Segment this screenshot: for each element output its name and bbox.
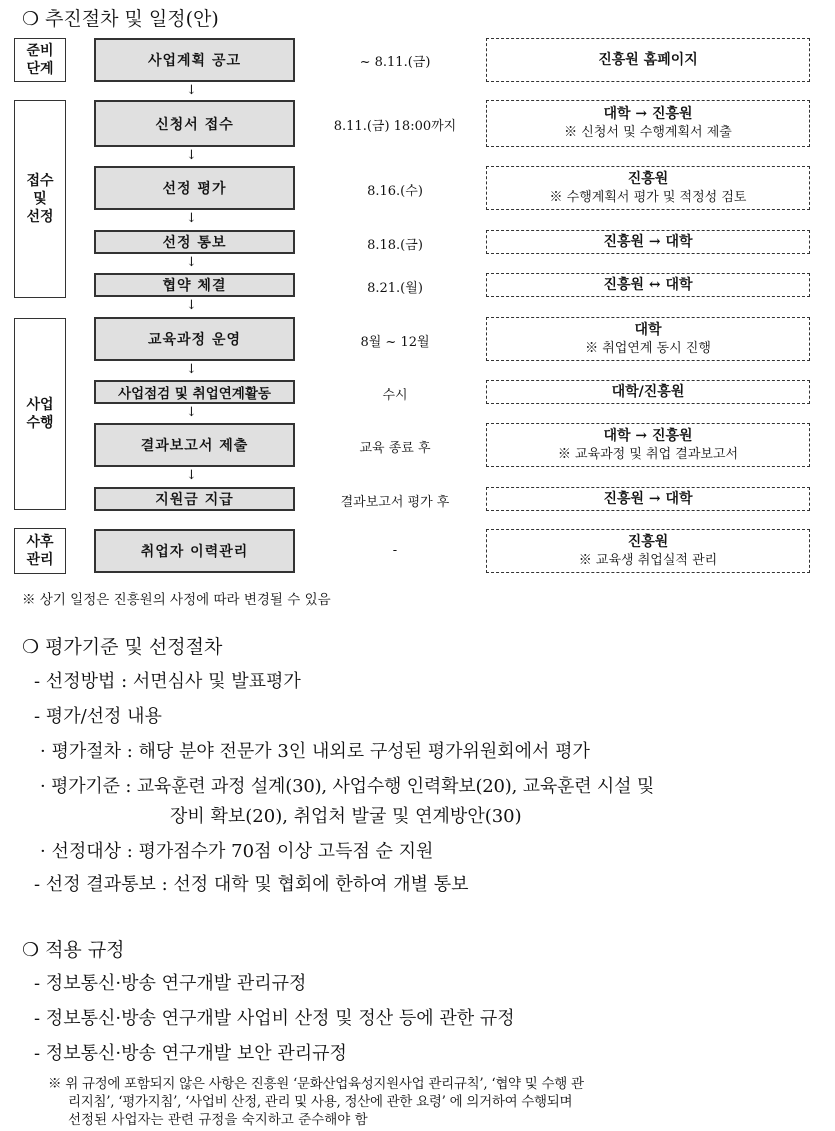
criteria-line-3: · 평가절차 : 해당 분야 전문가 3인 내외로 구성된 평가위원회에서 평가: [40, 741, 590, 762]
flow-arrow-down-icon: ↓: [186, 468, 197, 483]
stage-prepare: 준비 단계: [14, 38, 66, 82]
stage-aftercare: 사후 관리: [14, 528, 66, 574]
criteria-line-6: - 선정 결과통보 : 선정 대학 및 협회에 한하여 개별 통보: [34, 874, 469, 895]
date-aftercare: -: [392, 543, 398, 558]
flow-arrow-down-icon: ↓: [186, 211, 197, 226]
rule-line-1: - 정보통신·방송 연구개발 관리규정: [34, 973, 307, 994]
step-application: 신청서 접수: [94, 100, 295, 147]
owner-notify: 진흥원 → 대학: [486, 230, 810, 254]
section1-title: ❍ 추진절차 및 일정(안): [22, 8, 219, 30]
date-application: 8.11.(금) 18:00까지: [333, 119, 457, 134]
step-inspection: 사업점검 및 취업연계활동: [94, 380, 295, 404]
criteria-line-4: · 평가기준 : 교육훈련 과정 설계(30), 사업수행 인력확보(20), 교육훈련 시설 및: [40, 776, 655, 797]
owner-payment: 진흥원 → 대학: [486, 487, 810, 511]
criteria-line-2: - 평가/선정 내용: [34, 706, 162, 727]
step-evaluation: 선정 평가: [94, 166, 295, 210]
step-agreement: 협약 체결: [94, 273, 295, 297]
section2-title: ❍ 평가기준 및 선정절차: [22, 636, 223, 658]
flow-arrow-down-icon: ↓: [186, 298, 197, 313]
date-notify: 8.18.(금): [367, 238, 423, 253]
rule-note-3: 선정된 사업자는 관련 규정을 숙지하고 준수해야 함: [68, 1112, 368, 1128]
section3-title: ❍ 적용 규정: [22, 939, 125, 961]
date-course-operation: 8월 ~ 12월: [360, 335, 430, 350]
date-evaluation: 8.16.(수): [367, 184, 423, 199]
rule-note-2: 리지침’, ‘평가지침’, ‘사업비 산정, 관리 및 사용, 정산에 관한 요령’ 에 의거하여 수행되며: [68, 1094, 573, 1110]
step-course-operation: 교육과정 운영: [94, 317, 295, 361]
criteria-line-5: · 선정대상 : 평가점수가 70점 이상 고득점 순 지원: [40, 841, 434, 862]
date-agreement: 8.21.(월): [367, 281, 423, 296]
flow-arrow-down-icon: ↓: [186, 362, 197, 377]
step-announce: 사업계획 공고: [94, 38, 295, 82]
owner-agreement: 진흥원 ↔ 대학: [486, 273, 810, 297]
flow-arrow-down-icon: ↓: [186, 255, 197, 270]
step-report: 결과보고서 제출: [94, 423, 295, 467]
rule-line-2: - 정보통신·방송 연구개발 사업비 산정 및 정산 등에 관한 규정: [34, 1008, 515, 1029]
rule-note-1: ※ 위 규정에 포함되지 않은 사항은 진흥원 ‘문화산업육성지원사업 관리규칙’, ‘협약 및 수행 관: [48, 1076, 584, 1092]
step-payment: 지원금 지급: [94, 487, 295, 511]
step-notify: 선정 통보: [94, 230, 295, 254]
owner-announce: 진흥원 홈페이지: [486, 38, 810, 82]
owner-evaluation: 진흥원 ※ 수행계획서 평가 및 적정성 검토: [486, 166, 810, 210]
owner-report: 대학 → 진흥원 ※ 교육과정 및 취업 결과보고서: [486, 423, 810, 467]
date-report: 교육 종료 후: [359, 441, 431, 456]
date-payment: 결과보고서 평가 후: [340, 495, 450, 510]
criteria-line-1: - 선정방법 : 서면심사 및 발표평가: [34, 671, 301, 692]
step-aftercare: 취업자 이력관리: [94, 529, 295, 573]
date-announce: ~ 8.11.(금): [359, 55, 431, 70]
stage-execute: 사업 수행: [14, 318, 66, 510]
owner-application: 대학 → 진흥원 ※ 신청서 및 수행계획서 제출: [486, 100, 810, 147]
date-inspection: 수시: [382, 388, 408, 403]
owner-aftercare: 진흥원 ※ 교육생 취업실적 관리: [486, 529, 810, 573]
schedule-footnote: ※ 상기 일정은 진흥원의 사정에 따라 변경될 수 있음: [22, 592, 331, 608]
flow-arrow-down-icon: ↓: [186, 83, 197, 98]
flow-arrow-down-icon: ↓: [186, 148, 197, 163]
criteria-line-4-cont: 장비 확보(20), 취업처 발굴 및 연계방안(30): [170, 806, 522, 827]
rule-line-3: - 정보통신·방송 연구개발 보안 관리규정: [34, 1043, 347, 1064]
stage-receive-select: 접수 및 선정: [14, 100, 66, 298]
flow-arrow-down-icon: ↓: [186, 405, 197, 420]
owner-course-operation: 대학 ※ 취업연계 동시 진행: [486, 317, 810, 361]
owner-inspection: 대학/진흥원: [486, 380, 810, 404]
